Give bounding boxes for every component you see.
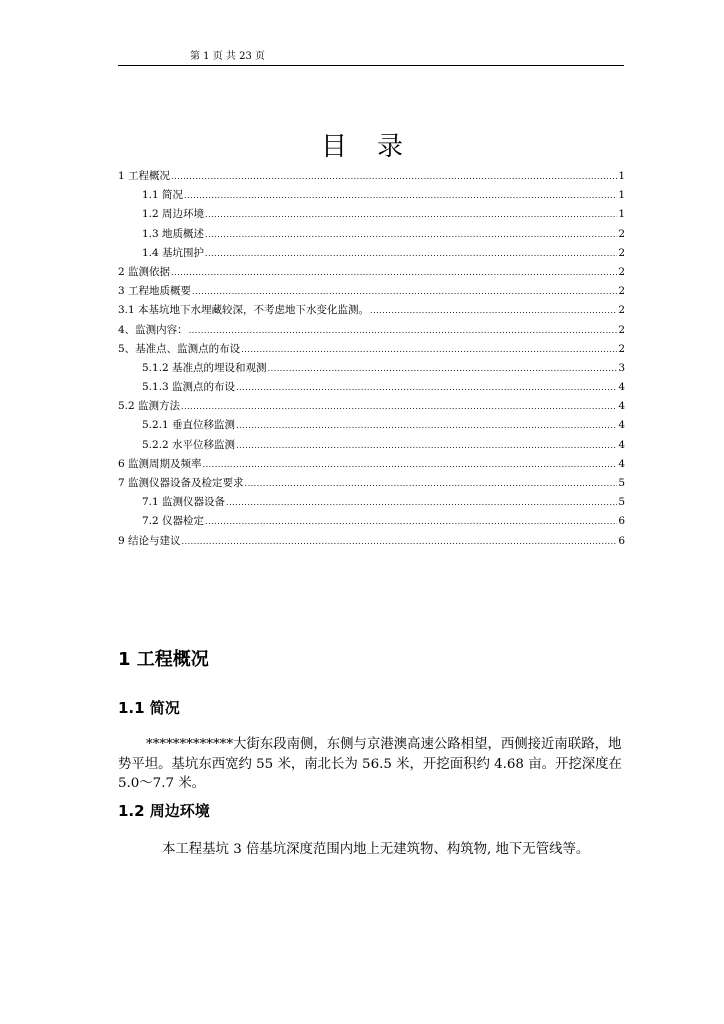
toc-entry[interactable] xyxy=(118,263,625,282)
toc-entry[interactable] xyxy=(118,186,625,205)
toc-entry-text: 1.4 基坑围护 xyxy=(142,246,205,259)
toc-entry-text: 1.1 简况 xyxy=(142,189,184,202)
toc-entry-page: 1 xyxy=(618,189,625,202)
toc-leader xyxy=(245,474,618,493)
toc-entry[interactable] xyxy=(118,340,625,359)
toc-leader xyxy=(205,244,617,263)
toc-entry-text: 5.1.3 监测点的布设 xyxy=(142,381,236,394)
toc-entry-page: 5 xyxy=(618,477,625,489)
toc-entry-page: 3 xyxy=(618,361,625,374)
toc-entry-text: 1.3 地质概述 xyxy=(142,227,205,240)
toc-entry-text: 3 工程地质概要 xyxy=(118,285,192,298)
toc-entry-text: 2 监测依据 xyxy=(118,265,171,278)
toc-entry-page: 4 xyxy=(618,400,625,413)
toc-entry[interactable] xyxy=(118,512,625,531)
toc-entry-page: 2 xyxy=(618,342,625,355)
page-header xyxy=(118,47,624,62)
toc-leader xyxy=(205,205,617,224)
toc-entry-page: 2 xyxy=(618,265,625,278)
toc-entry-text: 5.1.2 基准点的埋设和观测 xyxy=(142,361,267,374)
toc-leader xyxy=(189,321,618,340)
toc-entry[interactable] xyxy=(118,378,625,397)
toc-entry[interactable] xyxy=(118,532,625,551)
toc-entry-page: 6 xyxy=(618,534,625,547)
toc-title: 目录 xyxy=(320,132,433,162)
toc-entry[interactable] xyxy=(118,225,625,244)
toc-entry[interactable] xyxy=(118,397,625,416)
toc-leader xyxy=(205,512,617,531)
toc-entry-text: 7.1 监测仪器设备 xyxy=(142,496,226,509)
toc-leader xyxy=(171,167,617,186)
toc-entry-page: 1 xyxy=(618,170,625,182)
toc-leader xyxy=(236,378,617,397)
table-of-contents xyxy=(118,167,625,551)
toc-entry-text: 5、基准点、监测点的布设 xyxy=(118,342,241,355)
toc-leader xyxy=(171,263,617,282)
toc-leader xyxy=(236,436,617,455)
toc-entry-text: 3.1 本基坑地下水埋藏较深，不考虑地下水变化监测。 xyxy=(118,304,370,317)
toc-entry-text: 1.2 周边环境 xyxy=(142,208,205,221)
toc-entry-page: 5 xyxy=(618,496,625,509)
toc-entry[interactable] xyxy=(118,205,625,224)
section-1-2-paragraph: 本工程基坑 3 倍基坑深度范围内地上无建筑物、构筑物, 地下无管线等。 xyxy=(162,842,590,857)
toc-leader xyxy=(236,416,617,435)
toc-entry[interactable] xyxy=(118,359,625,378)
toc-entry[interactable] xyxy=(118,416,625,435)
toc-entry-page: 4 xyxy=(618,457,625,470)
toc-entry[interactable] xyxy=(118,455,625,474)
toc-leader xyxy=(268,359,618,378)
toc-leader xyxy=(203,455,618,474)
section-1-1-paragraph: *************大街东段南侧，东侧与京港澳高速公路相望，西侧接近南联路，地势平坦。基坑东西宽约 55 米，南北长为 56.5 米，开挖面积约 4.68 亩。开挖深度在 5.0～7.7 米。 xyxy=(118,737,622,791)
section-heading-1-1: 1.1 简况 xyxy=(118,699,180,717)
toc-entry-text: 9 结论与建议 xyxy=(118,534,181,547)
section-heading-1-2: 1.2 周边环境 xyxy=(118,802,210,820)
section-heading-1: 1 工程概况 xyxy=(118,649,209,670)
toc-entry-page: 4 xyxy=(618,438,625,451)
toc-entry-text: 7.2 仪器检定 xyxy=(142,515,205,528)
toc-entry-page: 2 xyxy=(618,227,625,240)
toc-entry[interactable] xyxy=(118,301,625,320)
toc-entry-page: 4 xyxy=(618,381,625,394)
page-number-info: 第 1 页 共 23 页 xyxy=(190,51,265,62)
toc-entry[interactable] xyxy=(118,493,625,512)
toc-entry[interactable] xyxy=(118,282,625,301)
toc-entry-page: 2 xyxy=(618,246,625,259)
toc-entry-text: 7 监测仪器设备及检定要求 xyxy=(118,477,244,489)
toc-entry-text: 5.2 监测方法 xyxy=(118,400,181,413)
header-divider xyxy=(118,65,624,66)
toc-entry[interactable] xyxy=(118,436,625,455)
toc-entry-page: 6 xyxy=(618,515,625,528)
toc-entry[interactable] xyxy=(118,474,625,493)
toc-entry-page: 2 xyxy=(618,323,625,336)
toc-entry[interactable] xyxy=(118,167,625,186)
toc-entry-page: 2 xyxy=(618,285,625,298)
toc-leader xyxy=(184,186,617,205)
toc-entry-page: 1 xyxy=(618,208,625,221)
toc-leader xyxy=(370,301,617,320)
toc-entry[interactable] xyxy=(118,244,625,263)
toc-entry-text: 5.2.2 水平位移监测 xyxy=(142,438,236,451)
toc-entry-page: 4 xyxy=(618,419,625,432)
toc-leader xyxy=(226,493,617,512)
toc-leader xyxy=(205,225,617,244)
toc-entry-text: 5.2.1 垂直位移监测 xyxy=(142,419,236,432)
toc-leader xyxy=(192,282,617,301)
toc-leader xyxy=(181,397,617,416)
toc-entry-text: 4、监测内容： xyxy=(118,323,188,336)
toc-entry-text: 6 监测周期及频率 xyxy=(118,457,202,470)
toc-entry[interactable] xyxy=(118,321,625,340)
toc-entry-text: 1 工程概况 xyxy=(118,170,171,182)
toc-leader xyxy=(182,532,618,551)
toc-leader xyxy=(241,340,617,359)
toc-entry-page: 2 xyxy=(618,304,625,317)
